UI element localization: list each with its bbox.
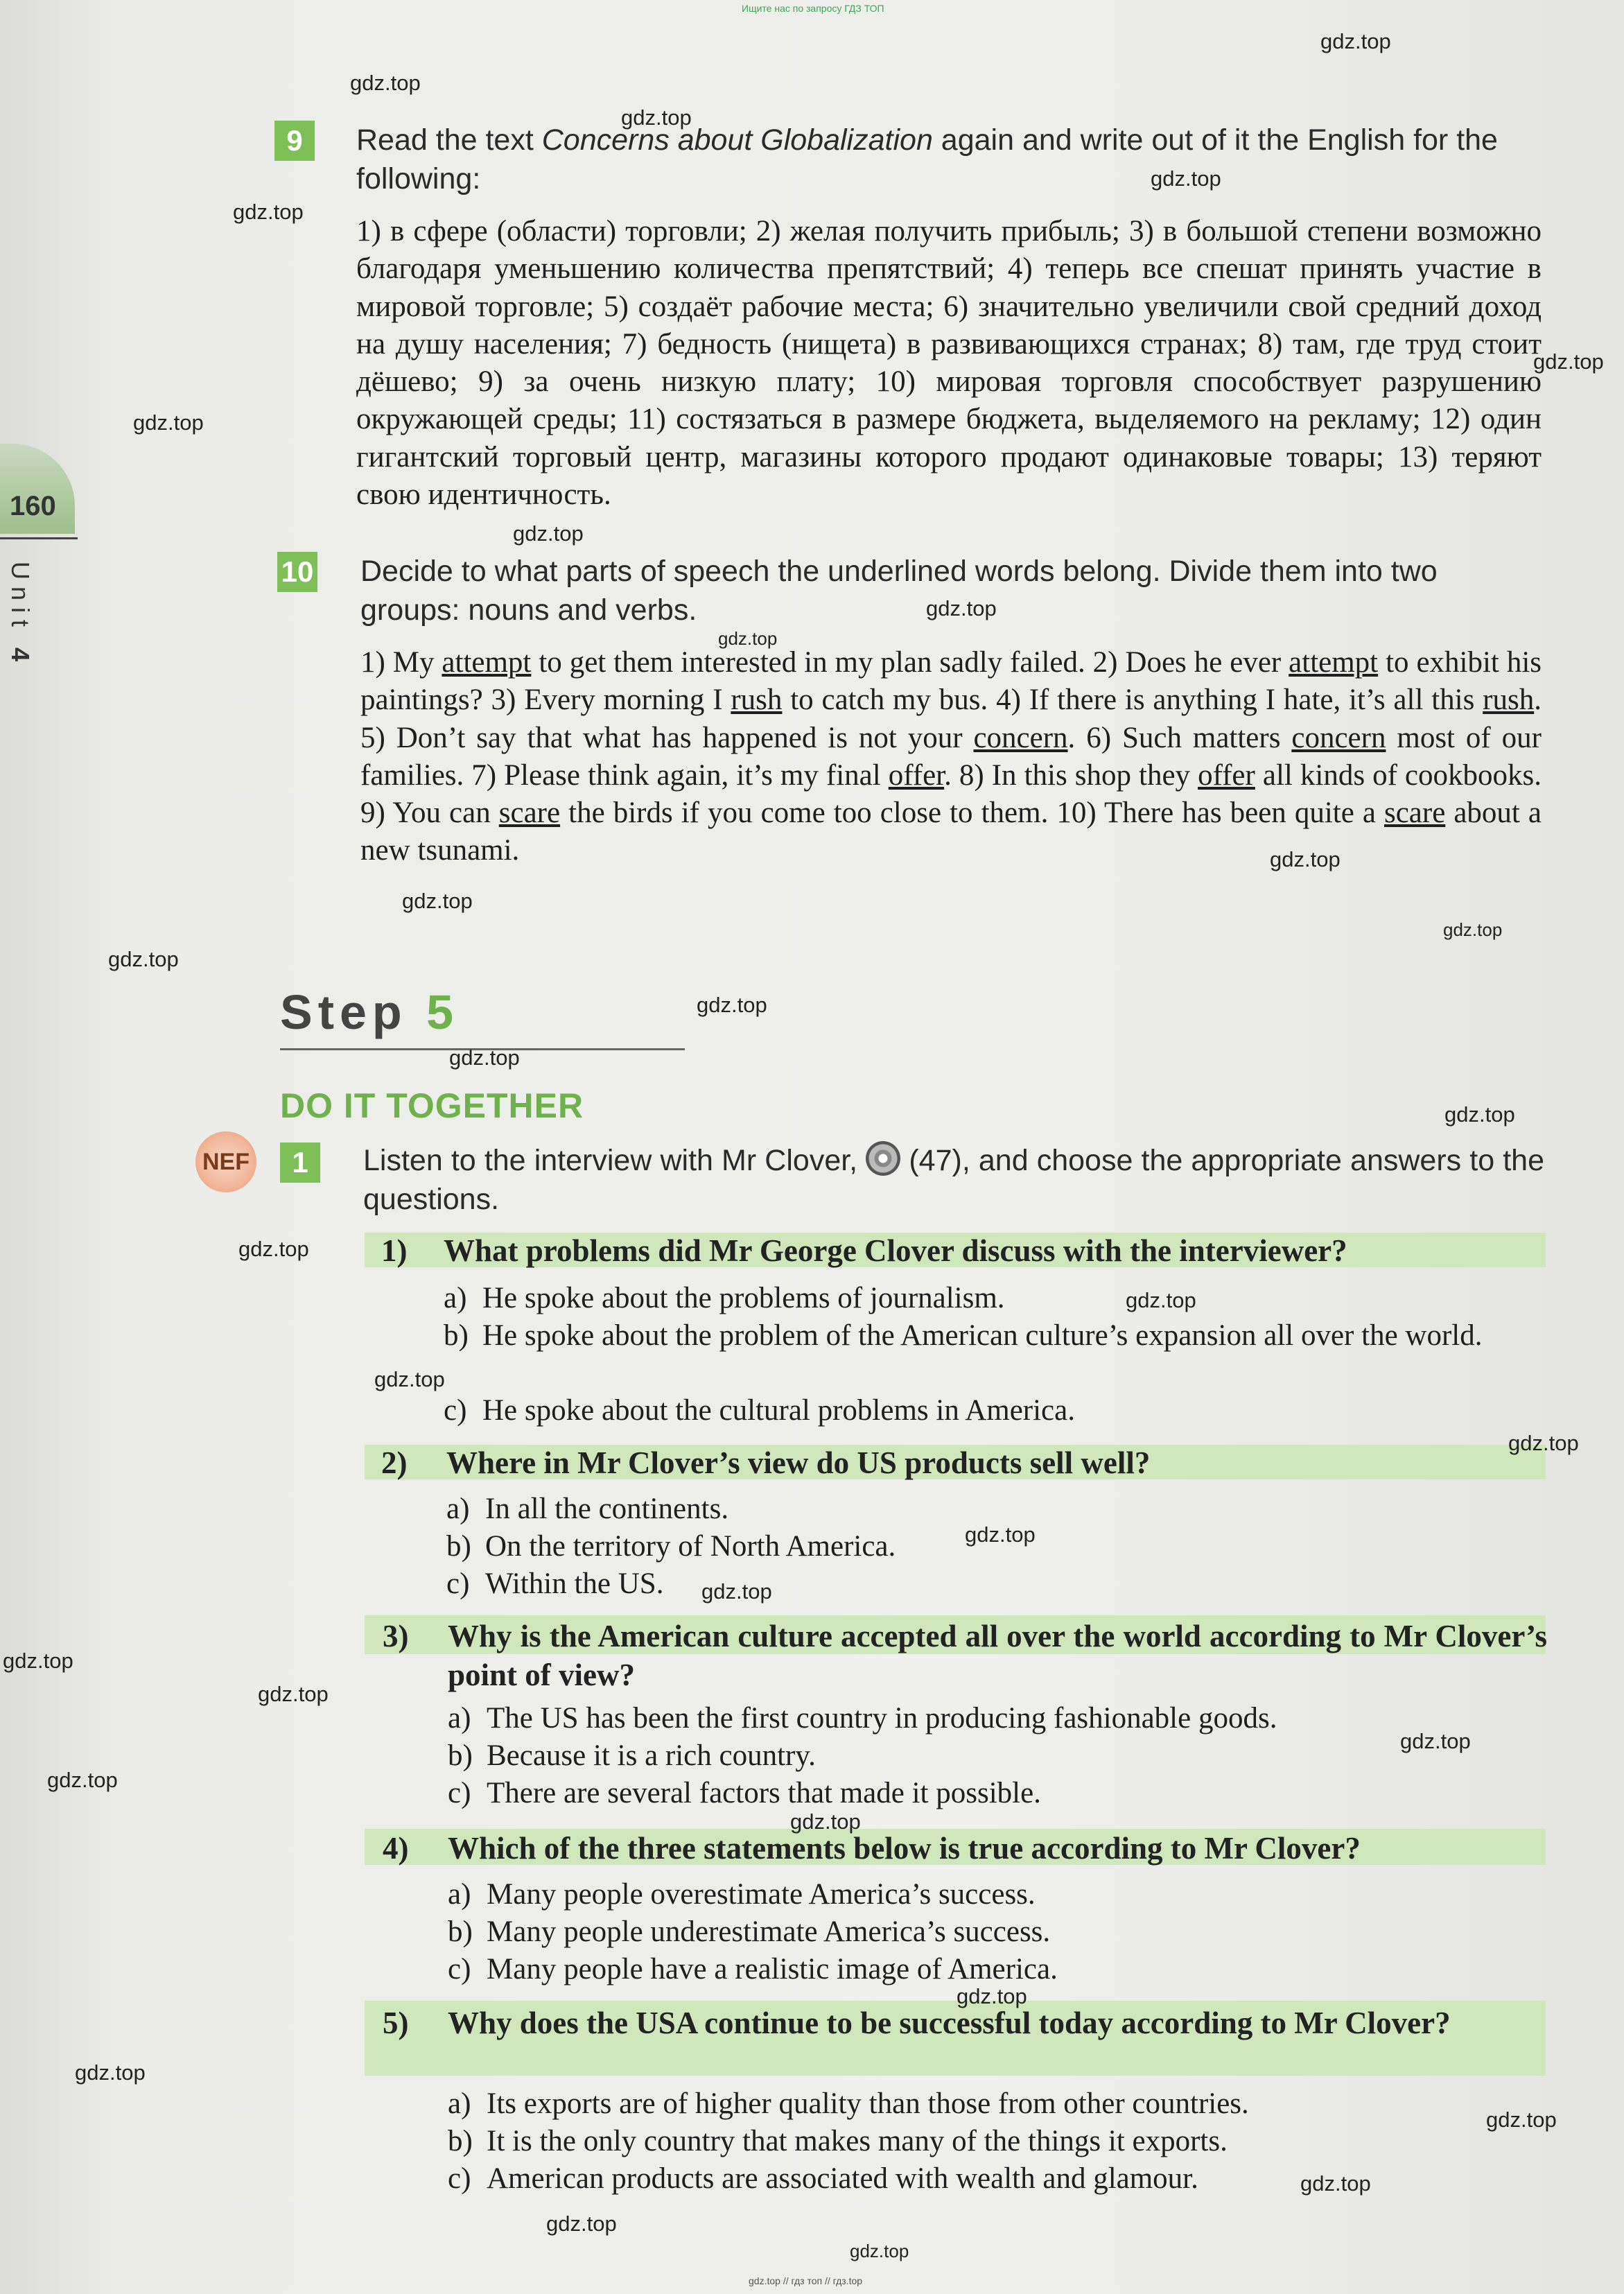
option-3b[interactable]: b) Because it is a rich country. xyxy=(448,1739,816,1772)
watermark: gdz.top xyxy=(47,1768,118,1792)
nef-badge: NEF xyxy=(195,1131,256,1192)
watermark: gdz.top xyxy=(233,200,304,224)
question-3-number: 3) xyxy=(383,1619,409,1653)
watermark: gdz.top xyxy=(1508,1431,1579,1455)
watermark: gdz.top xyxy=(957,1984,1027,2008)
option-2a[interactable]: a) In all the continents. xyxy=(446,1493,729,1525)
audio-cd-icon[interactable] xyxy=(866,1141,900,1176)
exercise-9-title: Read the text Concerns about Globalization again and write out of it the English for the following: xyxy=(356,123,1498,195)
watermark: gdz.top xyxy=(1126,1288,1196,1312)
option-3a[interactable]: a) The US has been the first country in producing fashionable goods. xyxy=(448,1702,1277,1735)
section-heading: DO IT TOGETHER xyxy=(280,1086,584,1125)
underlined-word: offer xyxy=(888,758,945,792)
watermark: gdz.top xyxy=(718,628,778,649)
watermark: gdz.top xyxy=(238,1237,309,1261)
watermark: gdz.top xyxy=(701,1579,772,1604)
watermark: gdz.top xyxy=(449,1045,520,1070)
exercise-10-title: Decide to what parts of speech the underlined words belong. Divide them into two groups: nouns and verbs. xyxy=(360,555,1438,627)
underlined-word: offer xyxy=(1198,758,1255,792)
watermark: gdz.top xyxy=(850,2241,909,2261)
option-4b[interactable]: b) Many people underestimate America’s success. xyxy=(448,1915,1051,1948)
watermark: gdz.top xyxy=(258,1682,329,1706)
option-5b[interactable]: b) It is the only country that makes many of the things it exports. xyxy=(448,2125,1228,2157)
option-2c[interactable]: c) Within the US. xyxy=(446,1567,664,1600)
watermark: gdz.top xyxy=(621,105,692,130)
page-number: 160 xyxy=(10,491,56,521)
option-5a[interactable]: a) Its exports are of higher quality than those from other countries. xyxy=(448,2087,1249,2120)
watermark: gdz.top xyxy=(402,889,473,913)
underlined-word: scare xyxy=(1383,797,1446,830)
question-2-number: 2) xyxy=(381,1445,408,1480)
option-1c[interactable]: c) He spoke about the cultural problems in America. xyxy=(444,1394,1075,1427)
watermark: gdz.top xyxy=(546,2212,617,2236)
question-3-text: Why is the American culture accepted all over the world according to Mr Clover’s point of view? xyxy=(448,1619,1547,1692)
exercise-10-body: 1) My attempt to get them interested in my plan sadly failed. 2) Does he ever attempt to exhibit his paintings? 3) Every morning I rush to catch my bus. 4) If there is anything I hate, it’s all this rush. 5) Don’t say that what has happened is not your concern. 6) Such matters concern most of our families. 7) Please think again, it’s my final offer. 8) In this shop they offer all kinds of cookbooks. 9) You can scare the birds if you come too close to them. 10) There has been quite a scare about a new tsunami. xyxy=(360,646,1542,867)
watermark: gdz.top xyxy=(1270,847,1341,871)
exercise-9-body: 1) в сфере (области) торговли; 2) желая получить прибыль; 3) в большой степени возможно благодаря уменьшению количества препятствий; 4) теперь все спешат принять участие в мировой торговле; 5) создаёт рабочие места; 6) значительно увеличили свой средний доход на душу населения; 7) бедность (нищета) в развивающихся странах; 8) там, где труд стоит дёшево; 9) за очень низкую плату; 10) мировая торговля способствует разрушению окружающей среды; 11) состязаться в размере бюджета, выделяемого на рекламу; 12) один гигантский торговый центр, магазины которого продают одинаковые товары; 13) теряют свою идентичность. xyxy=(356,215,1542,512)
watermark: gdz.top xyxy=(75,2060,146,2085)
underlined-word: rush xyxy=(1483,684,1535,717)
watermark: gdz.top xyxy=(1151,166,1221,191)
watermark: gdz.top xyxy=(1300,2171,1371,2196)
option-2b[interactable]: b) On the territory of North America. xyxy=(446,1530,896,1563)
page-number-rule xyxy=(0,537,78,539)
option-4c[interactable]: c) Many people have a realistic image of America. xyxy=(448,1953,1058,1985)
top-note: Ищите нас по запросу ГДЗ ТОП xyxy=(742,3,884,14)
question-4-number: 4) xyxy=(383,1831,409,1866)
question-1-number: 1) xyxy=(381,1233,408,1268)
exercise-1-title: Listen to the interview with Mr Clover, (47), and choose the appropriate answers to the questions. xyxy=(363,1141,1544,1219)
watermark: gdz.top xyxy=(965,1522,1036,1547)
question-1-text: What problems did Mr George Clover discuss with the interviewer? xyxy=(444,1233,1347,1268)
option-4a[interactable]: a) Many people overestimate America’s success. xyxy=(448,1878,1036,1911)
option-1a[interactable]: a) He spoke about the problems of journalism. xyxy=(444,1282,1005,1314)
watermark: gdz.top xyxy=(926,596,997,620)
underlined-word: rush xyxy=(731,684,783,717)
step-heading: Step 5 xyxy=(280,985,460,1039)
option-1b[interactable]: b) He spoke about the problem of the American culture’s expansion all over the world. xyxy=(444,1319,1483,1352)
underlined-word: attempt xyxy=(442,646,532,679)
exercise-10-number: 10 xyxy=(277,552,317,592)
watermark: gdz.top xyxy=(1443,919,1503,940)
underlined-word: attempt xyxy=(1289,646,1379,679)
watermark: gdz.top xyxy=(790,1809,861,1834)
unit-label: Unit 4 xyxy=(6,562,35,669)
underlined-word: concern xyxy=(1291,721,1386,754)
watermark: gdz.top xyxy=(697,993,767,1017)
watermark: gdz.top xyxy=(1486,2108,1557,2132)
question-5-text: Why does the USA continue to be successful today according to Mr Clover? xyxy=(448,2006,1451,2040)
watermark: gdz.top xyxy=(1400,1729,1471,1753)
underlined-word: scare xyxy=(498,797,561,830)
underlined-word: concern xyxy=(973,721,1068,754)
watermark: gdz.top xyxy=(133,410,204,435)
watermark: gdz.top xyxy=(374,1367,445,1391)
exercise-1-number: 1 xyxy=(280,1142,320,1183)
question-2-text: Where in Mr Clover’s view do US products sell well? xyxy=(446,1445,1151,1480)
exercise-9-number: 9 xyxy=(274,121,315,161)
watermark: gdz.top xyxy=(350,71,421,95)
watermark: gdz.top xyxy=(1444,1102,1515,1127)
watermark: gdz.top xyxy=(1533,349,1604,374)
watermark: gdz.top xyxy=(1320,29,1391,53)
bottom-note: gdz.top // гдз топ // гдз.top xyxy=(749,2275,863,2286)
watermark: gdz.top xyxy=(513,521,584,546)
question-4-text: Which of the three statements below is true according to Mr Clover? xyxy=(448,1831,1361,1866)
option-3c[interactable]: c) There are several factors that made it possible. xyxy=(448,1777,1041,1809)
watermark: gdz.top xyxy=(108,947,179,971)
question-5-number: 5) xyxy=(383,2006,409,2040)
watermark: gdz.top xyxy=(3,1649,73,1673)
option-5c[interactable]: c) American products are associated with wealth and glamour. xyxy=(448,2162,1198,2195)
